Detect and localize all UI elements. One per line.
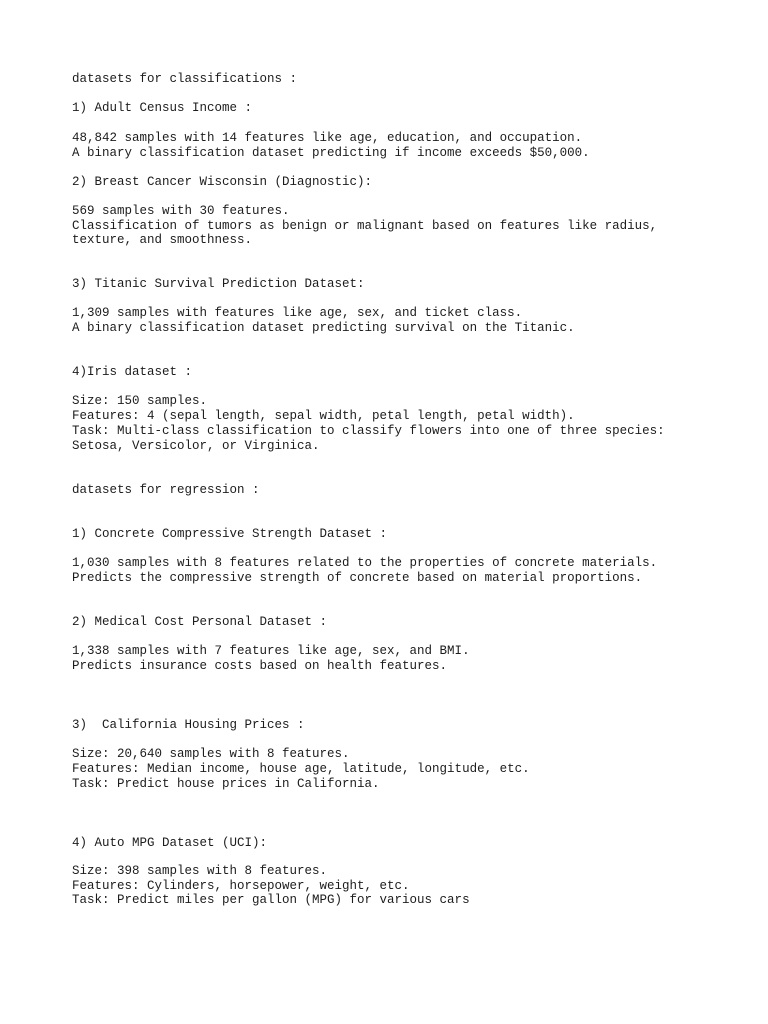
iris-line-3: Task: Multi-class classification to classify flowers into one of three species: [72, 424, 665, 438]
housing-line-2: Features: Median income, house age, latitude, longitude, etc. [72, 762, 530, 776]
medical-cost-title: 2) Medical Cost Personal Dataset : [72, 615, 328, 629]
auto-mpg-line-2: Features: Cylinders, horsepower, weight, etc. [72, 879, 410, 893]
adult-census-line-2: A binary classification dataset predicting if income exceeds $50,000. [72, 146, 590, 160]
concrete-line-1: 1,030 samples with 8 features related to the properties of concrete materials. [72, 556, 658, 570]
breast-cancer-line-2: Classification of tumors as benign or malignant based on features like radius, [72, 219, 658, 233]
housing-line-3: Task: Predict house prices in California. [72, 777, 380, 791]
auto-mpg-title: 4) Auto MPG Dataset (UCI): [72, 836, 268, 850]
regression-heading: datasets for regression : [72, 483, 260, 497]
breast-cancer-title: 2) Breast Cancer Wisconsin (Diagnostic): [72, 175, 373, 189]
breast-cancer-line-1: 569 samples with 30 features. [72, 204, 290, 218]
housing-title: 3) California Housing Prices : [72, 718, 305, 732]
medical-cost-line-2: Predicts insurance costs based on health features. [72, 659, 448, 673]
iris-line-4: Setosa, Versicolor, or Virginica. [72, 439, 320, 453]
titanic-line-2: A binary classification dataset predicting survival on the Titanic. [72, 321, 575, 335]
auto-mpg-line-1: Size: 398 samples with 8 features. [72, 864, 328, 878]
titanic-line-1: 1,309 samples with features like age, sex, and ticket class. [72, 306, 523, 320]
iris-title: 4)Iris dataset : [72, 365, 193, 379]
concrete-line-2: Predicts the compressive strength of concrete based on material proportions. [72, 571, 643, 585]
adult-census-title: 1) Adult Census Income : [72, 101, 253, 115]
concrete-title: 1) Concrete Compressive Strength Dataset : [72, 527, 388, 541]
adult-census-line-1: 48,842 samples with 14 features like age, education, and occupation. [72, 131, 583, 145]
breast-cancer-line-3: texture, and smoothness. [72, 233, 253, 247]
housing-line-1: Size: 20,640 samples with 8 features. [72, 747, 350, 761]
classification-heading: datasets for classifications : [72, 72, 298, 86]
iris-line-2: Features: 4 (sepal length, sepal width, petal length, petal width). [72, 409, 575, 423]
medical-cost-line-1: 1,338 samples with 7 features like age, sex, and BMI. [72, 644, 470, 658]
auto-mpg-line-3: Task: Predict miles per gallon (MPG) for various cars [72, 893, 470, 907]
iris-line-1: Size: 150 samples. [72, 394, 208, 408]
titanic-title: 3) Titanic Survival Prediction Dataset: [72, 277, 365, 291]
